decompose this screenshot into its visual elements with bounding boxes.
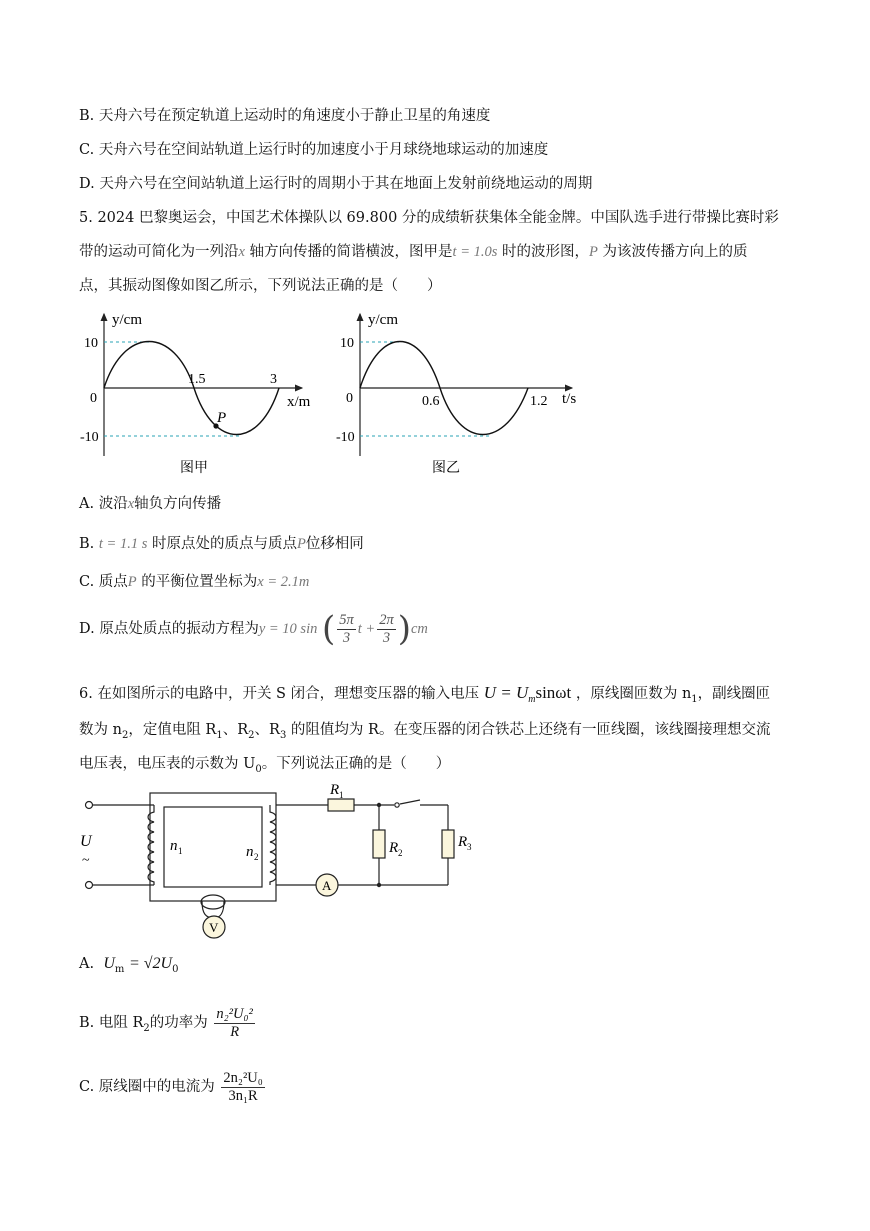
q5-figure-b — [330, 306, 590, 476]
fig-a-tick-mid: 1.5 — [188, 372, 206, 387]
q5-option-b: B. t = 1.1 s 时原点处的质点与质点P位移相同 — [79, 536, 364, 552]
junction-bottom — [377, 883, 381, 887]
fig-a-ylabel: y/cm — [112, 312, 142, 328]
q6-option-a: A. $U_m = √2U_0$ — [79, 955, 179, 975]
fig-a-caption: 图甲 — [180, 461, 208, 476]
q4-option-d: D. 天舟六号在空间站轨道上运行时的周期小于其在地面上发射前绕地运动的周期 — [79, 176, 593, 192]
r3-sub: 3 — [467, 842, 472, 852]
q5-option-a: A. 波沿x轴负方向传播 — [79, 496, 222, 512]
n1-sub: 1 — [178, 846, 183, 856]
fig-a-point-p-label: P — [217, 410, 227, 426]
fig-b-tick-mid: 0.6 — [422, 394, 440, 409]
r1-sub: 1 — [339, 790, 344, 800]
secondary-coil — [270, 805, 276, 885]
r2-label: R — [389, 840, 399, 856]
fig-b-xlabel: t/s — [562, 391, 577, 407]
q6-option-b: B. 电阻 $R_2$的功率为 $\frac{\text{n₂²U₀²}}{R}$ — [79, 1005, 253, 1040]
q6-stem-line3: 电压表，电压表的示数为 $U_0$。下列说法正确的是（ ） — [79, 756, 451, 775]
switch-contact — [395, 803, 399, 807]
resistor-r2 — [373, 830, 385, 858]
q5-stem-line3: 点，其振动图像如图乙所示，下列说法正确的是（ ） — [79, 278, 442, 294]
q5-option-c: C. 质点P 的平衡位置坐标为x = 2.1m — [79, 574, 310, 590]
fig-a-tick-end: 3 — [270, 372, 277, 387]
circuit-u-label: U — [80, 833, 92, 850]
n2-sub: 2 — [254, 852, 259, 862]
r3-label: R — [458, 834, 468, 850]
junction-top — [377, 803, 381, 807]
n1-label: n — [170, 838, 178, 854]
fig-a-y-bottom: -10 — [80, 430, 99, 445]
q6-stem-line1: 6. 在如图所示的电路中，开关 S 闭合，理想变压器的输入电压 $U = U_m\sin\omega t$ ，原线圈匝数为 $n_1$，副线圈匝 — [79, 683, 771, 705]
q5-stem-line1: 5. 2024 巴黎奥运会，中国艺术体操队以 69.800 分的成绩斩获集体全能金牌。中国队选手进行带操比赛时彩 — [79, 210, 779, 226]
fig-b-caption: 图乙 — [432, 461, 460, 476]
switch-s — [400, 800, 420, 804]
fig-b-y-top: 10 — [340, 336, 354, 351]
fig-b-y-bottom: -10 — [336, 430, 355, 445]
q6-stem-line2: 数为 $n_2$，定值电阻 $R_1$、$R_2$、$R_3$ 的阻值均为 R。在变压器的闭合铁芯上还绕有一匝线圈，该线圈接理想交流 — [79, 722, 771, 741]
transformer-core-outer — [150, 793, 276, 901]
q4-option-b: B. 天舟六号在预定轨道上运动时的角速度小于静止卫星的角速度 — [79, 108, 491, 124]
q5-stem-line2: 带的运动可简化为一列沿x 轴方向传播的简谐横波，图甲是t = 1.0s 时的波形图，P 为该波传播方向上的质 — [79, 244, 748, 260]
r1-label: R — [330, 782, 340, 798]
primary-coil — [148, 805, 154, 885]
r2-sub: 2 — [398, 848, 403, 858]
q6-circuit-diagram — [74, 778, 494, 943]
fig-a-y-top: 10 — [84, 336, 98, 351]
fig-a-xlabel: x/m — [287, 394, 311, 410]
q6-option-c: C. 原线圈中的电流为 $\frac{\text{2n₂²U₀}}{\text{3n₁R}}$ — [79, 1069, 263, 1104]
n2-label: n — [246, 844, 254, 860]
input-terminal-bottom — [86, 882, 93, 889]
voltmeter-label: V — [209, 920, 219, 935]
ammeter-label: A — [322, 878, 332, 893]
q5-figure-a — [74, 306, 324, 476]
fig-a-origin: 0 — [90, 391, 97, 406]
fig-b-origin: 0 — [346, 391, 353, 406]
input-terminal-top — [86, 802, 93, 809]
circuit-tilde: ~ — [82, 853, 90, 868]
q5-option-d: D. 原点处质点的振动方程为y = 10 sin ( $\frac{5\pi}{3}$ t + $\frac{2\pi}{3}$ )cm — [79, 609, 428, 649]
fig-b-ylabel: y/cm — [368, 312, 398, 328]
fig-b-tick-end: 1.2 — [530, 394, 548, 409]
q4-option-c: C. 天舟六号在空间站轨道上运行时的加速度小于月球绕地球运动的加速度 — [79, 142, 549, 158]
resistor-r3 — [442, 830, 454, 858]
resistor-r1 — [328, 799, 354, 811]
